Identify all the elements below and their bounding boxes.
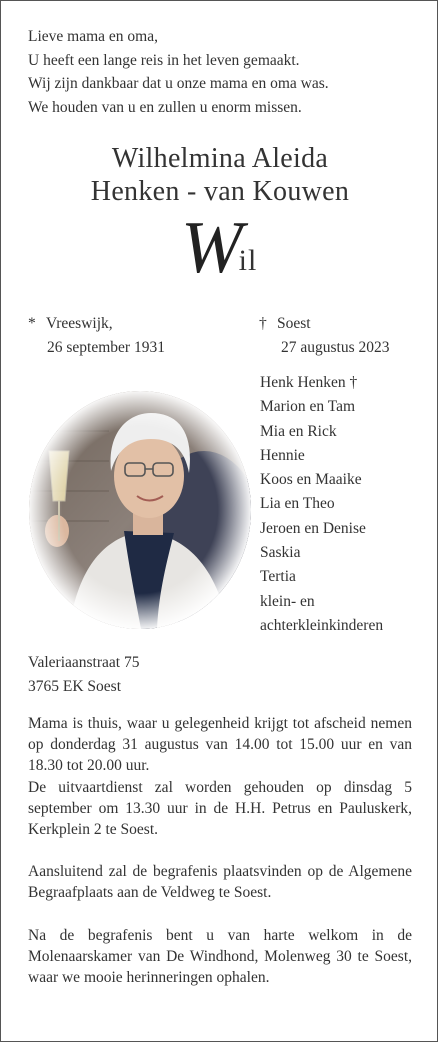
family-member: Saskia [260, 544, 301, 562]
family-member: Tertia [260, 568, 296, 586]
poem-line: U heeft een lange reis in het leven gemaakt. [28, 51, 300, 69]
burial-paragraph: Aansluitend zal de begrafenis plaatsvinden op de Algemene Begraafplaats aan de Veldweg te Soest. [28, 863, 412, 901]
family-member: Mia en Rick [260, 422, 337, 440]
family-member: Lia en Theo [260, 495, 335, 513]
family-member: Hennie [260, 446, 305, 464]
family-member: Koos en Maaike [260, 471, 362, 489]
family-member: Henk Henken † [260, 374, 358, 391]
poem-line: Lieve mama en oma, [28, 28, 158, 45]
name-line-1: Wilhelmina Aleida [111, 143, 329, 174]
birth-date: 26 september 1931 [47, 339, 165, 356]
funeral-service-paragraph: De uitvaartdienst zal worden gehouden op dinsdag 5 september om 13.30 uur in de H.H. Petrus en Pauluskerk, Kerkplein 2 te Soest. [28, 779, 412, 838]
deceased-full-name [1, 142, 438, 208]
family-list [260, 371, 383, 638]
reception-paragraph: Na de begrafenis bent u van harte welkom in de Molenaarskamer van De Windhond, Molenweg 30 te Soest, waar we mooie herinneringen ophalen. [28, 927, 412, 986]
address [28, 651, 139, 699]
death-place: Soest [277, 315, 311, 332]
family-member: achterkleinkinderen [260, 616, 384, 634]
nickname [181, 207, 258, 289]
cross-icon: † [259, 315, 267, 332]
death-date: 27 augustus 2023 [281, 339, 390, 356]
nickname-rest: il [238, 244, 258, 277]
birth-info [28, 312, 165, 360]
birth-symbol: * [28, 315, 36, 332]
birth-place: Vreeswijk, [46, 315, 113, 332]
poem-line: Wij zijn dankbaar dat u onze mama en oma was. [28, 75, 329, 92]
name-line-2: Henken - van Kouwen [90, 176, 350, 207]
death-info [259, 312, 390, 360]
nickname-initial: W [181, 207, 239, 289]
family-member: Marion en Tam [260, 398, 356, 416]
address-city: 3765 EK Soest [28, 678, 121, 695]
family-member: klein- en [260, 592, 315, 610]
address-street: Valeriaanstraat 75 [28, 654, 140, 671]
poem [28, 25, 329, 119]
portrait-photo [29, 391, 251, 629]
poem-line: We houden van u en zullen u enorm missen. [28, 98, 302, 116]
visitation-paragraph: Mama is thuis, waar u gelegenheid krijgt tot afscheid nemen op donderdag 31 augustus van 14.00 tot 15.00 uur en van 18.30 tot 20.00 uur. [28, 715, 412, 774]
family-member: Jeroen en Denise [260, 519, 366, 537]
